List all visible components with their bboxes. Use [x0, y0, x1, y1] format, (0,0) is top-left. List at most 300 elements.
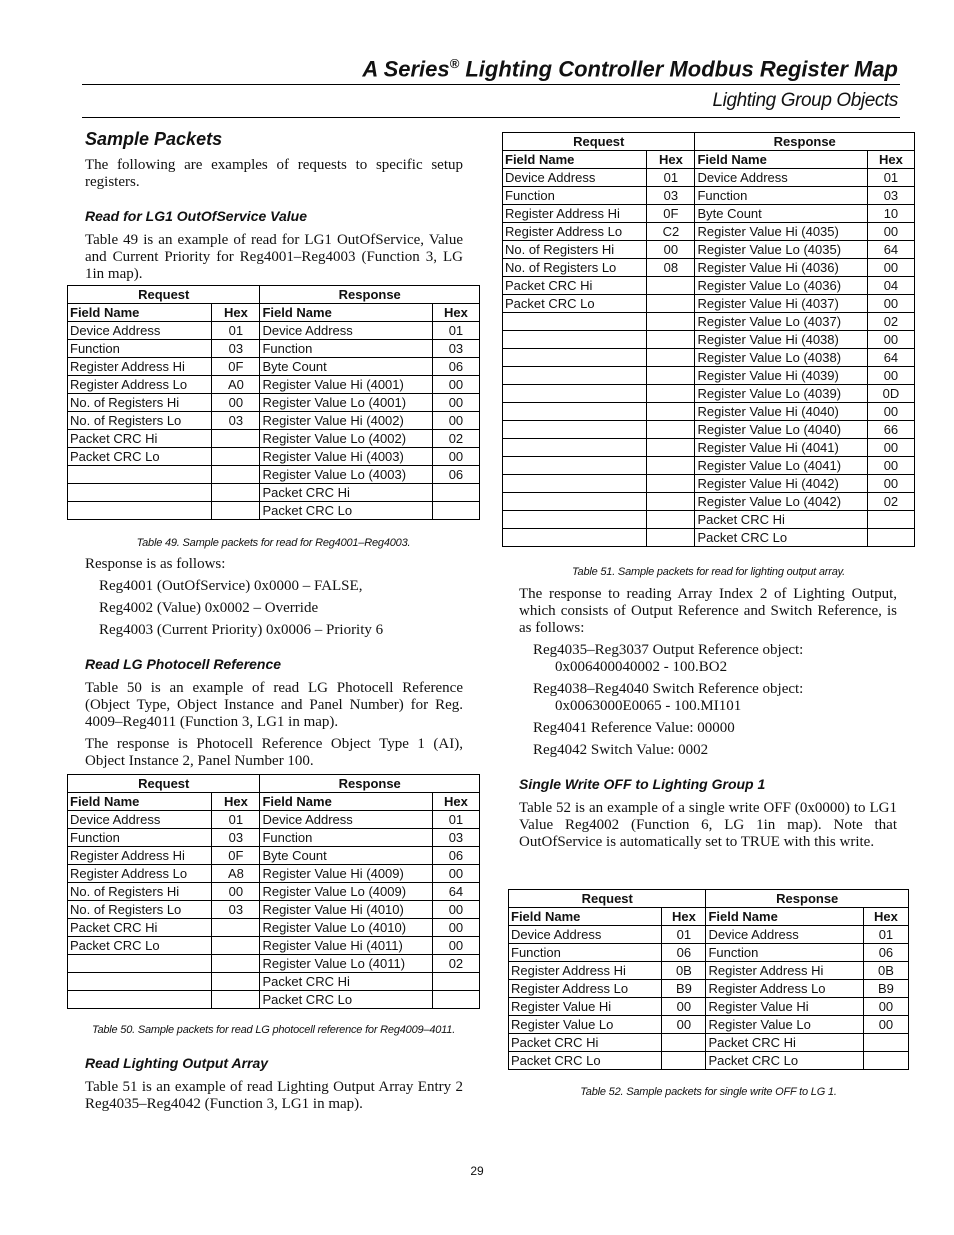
hex-column-header: Hex [212, 304, 260, 322]
table-row [68, 991, 480, 1009]
field-name-cell [503, 475, 647, 493]
hex-cell [647, 331, 695, 349]
field-name-cell: Register Value Hi (4009) [260, 865, 432, 883]
hex-cell [647, 493, 695, 511]
field-name-cell [503, 403, 647, 421]
field-name-cell: Register Address Hi [68, 358, 212, 376]
table-group-header-row [68, 286, 480, 304]
table-row [68, 430, 480, 448]
hex-cell [863, 1034, 908, 1052]
hex-cell: 00 [432, 901, 479, 919]
field-name-cell: Register Value Lo [706, 1016, 863, 1034]
field-name-cell: Function [706, 944, 863, 962]
table-row [68, 937, 480, 955]
field-name-cell: Packet CRC Hi [68, 919, 212, 937]
field-name-cell: Packet CRC Lo [509, 1052, 662, 1070]
field-name-column-header: Field Name [503, 151, 647, 169]
field-name-cell: Register Value Lo (4010) [260, 919, 432, 937]
field-name-cell: Register Value Lo (4003) [260, 466, 432, 484]
hex-cell: 01 [867, 169, 914, 187]
hex-cell [863, 1052, 908, 1070]
field-name-cell: Register Value Lo (4009) [260, 883, 432, 901]
hex-cell [662, 1034, 706, 1052]
table-49-caption: Table 49. Sample packets for read for Reg4001–Reg4003. [136, 537, 411, 549]
hex-cell: 00 [867, 439, 914, 457]
hex-cell [212, 937, 260, 955]
field-name-cell: Device Address [260, 322, 432, 340]
table-row [68, 502, 480, 520]
hex-cell [212, 502, 260, 520]
field-name-column-header: Field Name [260, 304, 432, 322]
table-group-header-row [503, 133, 915, 151]
hex-cell [212, 466, 260, 484]
field-name-cell: Register Value Lo (4040) [695, 421, 867, 439]
table-row [68, 448, 480, 466]
section-heading-single-write: Single Write OFF to Lighting Group 1 [519, 776, 766, 792]
field-name-cell: Function [503, 187, 647, 205]
table-row [503, 493, 915, 511]
table-row [509, 998, 909, 1016]
hex-cell: 02 [432, 955, 479, 973]
field-name-cell: Packet CRC Lo [503, 295, 647, 313]
table-row [509, 1016, 909, 1034]
section-heading-lg1-outofservice: Read for LG1 OutOfService Value [85, 208, 307, 224]
table-row [503, 241, 915, 259]
field-name-cell: Packet CRC Hi [695, 511, 867, 529]
hex-cell [647, 295, 695, 313]
hex-cell [662, 1052, 706, 1070]
field-name-cell [503, 385, 647, 403]
table-group-header-row [68, 775, 480, 793]
hex-cell [647, 277, 695, 295]
hex-column-header: Hex [647, 151, 695, 169]
field-name-cell: Function [68, 340, 212, 358]
left-bottom [85, 1055, 463, 1113]
response-header: Response [260, 286, 480, 304]
section-heading-photocell: Read LG Photocell Reference [85, 656, 282, 672]
field-name-cell: Device Address [68, 322, 212, 340]
hex-cell [867, 529, 914, 547]
output-reference-item: Reg4035–Reg3037 Output Reference object: 0x006400040002 - 100.BO2 [533, 642, 804, 675]
field-name-cell: Register Value Lo (4002) [260, 430, 432, 448]
table-row [68, 358, 480, 376]
table-49 [67, 285, 480, 520]
field-name-cell [503, 493, 647, 511]
hex-cell: 0F [647, 205, 695, 223]
field-name-cell: Packet CRC Lo [68, 937, 212, 955]
field-name-cell: Register Value Hi (4039) [695, 367, 867, 385]
table-row [68, 919, 480, 937]
table-column-header-row [503, 151, 915, 169]
hex-cell: 01 [432, 322, 479, 340]
hex-cell: 00 [863, 998, 908, 1016]
reference-value-item: Reg4041 Reference Value: 00000 [533, 720, 735, 736]
table-row [509, 944, 909, 962]
field-name-cell: Register Address Hi [68, 847, 212, 865]
table-row [509, 926, 909, 944]
field-name-cell [503, 511, 647, 529]
hex-cell: 08 [647, 259, 695, 277]
field-name-cell [503, 439, 647, 457]
intro-paragraph: The following are examples of requests to specific setup registers. [85, 157, 463, 190]
field-name-cell: Register Address Lo [68, 865, 212, 883]
field-name-cell: Byte Count [260, 358, 432, 376]
field-name-cell: Register Value Lo (4042) [695, 493, 867, 511]
table-row [68, 376, 480, 394]
field-name-cell: Function [260, 829, 432, 847]
table-row [503, 187, 915, 205]
field-name-cell: Register Value Lo (4035) [695, 241, 867, 259]
field-name-cell: Register Value Hi (4010) [260, 901, 432, 919]
field-name-cell: Register Value Hi (4037) [695, 295, 867, 313]
field-name-cell: No. of Registers Hi [68, 883, 212, 901]
field-name-cell [503, 367, 647, 385]
field-name-cell [68, 973, 212, 991]
hex-cell: 64 [867, 241, 914, 259]
field-name-cell [503, 349, 647, 367]
hex-cell: 00 [867, 223, 914, 241]
hex-cell: 02 [867, 313, 914, 331]
field-name-cell: Register Value Lo (4001) [260, 394, 432, 412]
table-row [68, 484, 480, 502]
hex-cell [212, 448, 260, 466]
hex-cell [647, 511, 695, 529]
hex-cell: C2 [647, 223, 695, 241]
hex-cell [212, 484, 260, 502]
field-name-cell: Register Value Lo (4039) [695, 385, 867, 403]
hex-cell: 02 [432, 430, 479, 448]
field-name-cell: Packet CRC Hi [706, 1034, 863, 1052]
table-row [503, 331, 915, 349]
sample-packets-heading: Sample Packets [85, 129, 223, 149]
field-name-cell: Packet CRC Lo [260, 991, 432, 1009]
field-name-cell: No. of Registers Hi [68, 394, 212, 412]
hex-cell: 03 [212, 412, 260, 430]
hex-cell: 00 [867, 475, 914, 493]
hex-cell: 06 [863, 944, 908, 962]
field-name-column-header: Field Name [260, 793, 432, 811]
hex-cell: 00 [867, 295, 914, 313]
array-response-paragraph: The response to reading Array Index 2 of Lighting Output, which consists of Output Reference and Switch Reference, is as follows: [519, 586, 897, 636]
hex-cell: 06 [432, 466, 479, 484]
field-name-cell: Register Value Hi [706, 998, 863, 1016]
field-name-cell: Packet CRC Lo [695, 529, 867, 547]
switch-value-item: Reg4042 Switch Value: 0002 [533, 742, 709, 758]
table49-intro-paragraph: Table 49 is an example of read for LG1 OutOfService, Value and Current Priority for Reg4001–Reg4003 (Function 3, LG 1in map). [85, 232, 463, 282]
field-name-column-header: Field Name [706, 908, 863, 926]
hex-cell [212, 973, 260, 991]
field-name-cell: Register Value Lo (4038) [695, 349, 867, 367]
field-name-cell: Register Value Lo (4011) [260, 955, 432, 973]
field-name-column-header: Field Name [695, 151, 867, 169]
table-row [503, 421, 915, 439]
hex-cell: 03 [212, 901, 260, 919]
field-name-column-header: Field Name [68, 304, 212, 322]
photocell-response-paragraph: The response is Photocell Reference Object Type 1 (AI), Object Instance 2, Panel Number 100. [85, 736, 463, 769]
hex-cell: 03 [647, 187, 695, 205]
hex-cell: 03 [432, 829, 479, 847]
table-row [68, 322, 480, 340]
hex-cell: 01 [863, 926, 908, 944]
field-name-cell [68, 991, 212, 1009]
field-name-cell: No. of Registers Lo [503, 259, 647, 277]
field-name-cell: Function [68, 829, 212, 847]
field-name-cell: Device Address [68, 811, 212, 829]
hex-column-header: Hex [867, 151, 914, 169]
field-name-cell: Register Value Hi (4002) [260, 412, 432, 430]
hex-cell: 01 [662, 926, 706, 944]
field-name-cell [503, 421, 647, 439]
field-name-cell [503, 457, 647, 475]
field-name-cell: Register Value Hi (4041) [695, 439, 867, 457]
hex-cell: 06 [432, 358, 479, 376]
request-header: Request [68, 775, 260, 793]
table-row [509, 980, 909, 998]
table-row [503, 367, 915, 385]
field-name-cell: No. of Registers Hi [503, 241, 647, 259]
hex-cell [432, 502, 479, 520]
hex-cell [432, 991, 479, 1009]
field-name-cell: Register Address Hi [503, 205, 647, 223]
table-row [68, 973, 480, 991]
field-name-cell: Packet CRC Hi [260, 973, 432, 991]
field-name-column-header: Field Name [509, 908, 662, 926]
table-row [503, 511, 915, 529]
table-column-header-row [509, 908, 909, 926]
field-name-cell: Packet CRC Hi [68, 430, 212, 448]
hex-cell [432, 484, 479, 502]
hex-cell: 00 [662, 998, 706, 1016]
hex-cell: 04 [867, 277, 914, 295]
field-name-cell: Register Value Hi (4035) [695, 223, 867, 241]
response-reg4003: Reg4003 (Current Priority) 0x0006 – Priority 6 [99, 622, 384, 638]
field-name-cell: Register Value Hi (4003) [260, 448, 432, 466]
table-column-header-row [68, 793, 480, 811]
hex-cell: 00 [863, 1016, 908, 1034]
field-name-cell: No. of Registers Lo [68, 901, 212, 919]
field-name-cell [503, 331, 647, 349]
table-row [503, 223, 915, 241]
response-intro: Response is as follows: [85, 556, 226, 572]
table-row [503, 295, 915, 313]
hex-cell [647, 529, 695, 547]
hex-cell: 00 [432, 376, 479, 394]
hex-cell [647, 457, 695, 475]
table-row [503, 385, 915, 403]
table-row [68, 394, 480, 412]
hex-cell [647, 403, 695, 421]
table50-intro-paragraph: Table 50 is an example of read LG Photocell Reference (Object Type, Object Instance and Panel Number) for Reg. 4009–Reg4011 (Function 3, LG1 in map). [85, 680, 463, 730]
hex-cell: 00 [867, 403, 914, 421]
field-name-cell: Register Address Lo [68, 376, 212, 394]
table-50 [67, 774, 480, 1009]
right-text [519, 586, 897, 851]
hex-cell: 03 [867, 187, 914, 205]
field-name-cell [503, 529, 647, 547]
hex-cell [432, 973, 479, 991]
field-name-cell [503, 313, 647, 331]
hex-cell: 01 [647, 169, 695, 187]
field-name-cell: Packet CRC Lo [260, 502, 432, 520]
hex-cell: 64 [432, 883, 479, 901]
field-name-cell: Byte Count [260, 847, 432, 865]
hex-cell [212, 919, 260, 937]
response-header: Response [695, 133, 915, 151]
field-name-cell [68, 484, 212, 502]
field-name-cell: Device Address [260, 811, 432, 829]
table-column-header-row [68, 304, 480, 322]
field-name-cell: Register Value Lo (4041) [695, 457, 867, 475]
hex-cell: 00 [662, 1016, 706, 1034]
hex-column-header: Hex [863, 908, 908, 926]
hex-cell: B9 [662, 980, 706, 998]
field-name-cell: Device Address [503, 169, 647, 187]
field-name-cell: Device Address [706, 926, 863, 944]
hex-cell: 01 [212, 322, 260, 340]
hex-cell [867, 511, 914, 529]
table-row [503, 277, 915, 295]
field-name-cell: Register Address Hi [509, 962, 662, 980]
hex-cell: 00 [432, 394, 479, 412]
hex-cell: 00 [647, 241, 695, 259]
table-52-caption: Table 52. Sample packets for single write OFF to LG 1. [580, 1086, 837, 1098]
hex-cell: 06 [662, 944, 706, 962]
hex-cell [212, 991, 260, 1009]
header-rule-top [82, 84, 900, 85]
section-heading-output-array: Read Lighting Output Array [85, 1055, 269, 1071]
field-name-cell: Register Value Hi (4038) [695, 331, 867, 349]
table-row [68, 883, 480, 901]
hex-cell: B9 [863, 980, 908, 998]
field-name-cell: Packet CRC Lo [706, 1052, 863, 1070]
header-rule-bottom [82, 117, 900, 118]
table-row [503, 403, 915, 421]
field-name-cell: Register Value Hi (4042) [695, 475, 867, 493]
table-row [68, 847, 480, 865]
request-header: Request [68, 286, 260, 304]
request-header: Request [503, 133, 695, 151]
table-row [503, 439, 915, 457]
field-name-column-header: Field Name [68, 793, 212, 811]
response-reg4002: Reg4002 (Value) 0x0002 – Override [99, 600, 319, 616]
switch-reference-item: Reg4038–Reg4040 Switch Reference object: 0x0063000E0065 - 100.MI101 [533, 681, 804, 714]
field-name-cell: No. of Registers Lo [68, 412, 212, 430]
field-name-cell [68, 955, 212, 973]
hex-cell: 00 [212, 883, 260, 901]
hex-cell [647, 367, 695, 385]
field-name-cell: Packet CRC Hi [509, 1034, 662, 1052]
table-row [503, 529, 915, 547]
field-name-cell: Function [509, 944, 662, 962]
hex-cell: 00 [867, 457, 914, 475]
response-header: Response [260, 775, 480, 793]
hex-cell: A8 [212, 865, 260, 883]
hex-cell: 03 [212, 340, 260, 358]
field-name-cell: Register Value Hi [509, 998, 662, 1016]
left-mid [85, 556, 463, 770]
table-51 [502, 132, 915, 547]
field-name-cell: Register Value Lo (4036) [695, 277, 867, 295]
hex-cell: 10 [867, 205, 914, 223]
field-name-cell [68, 502, 212, 520]
table-row [503, 475, 915, 493]
table-row [68, 340, 480, 358]
table52-intro-paragraph: Table 52 is an example of a single write OFF (0x0000) to LG1 Value Reg4002 (Function 6, LG 1in map). Note that OutOfService is automatically set to TRUE with this write. [519, 800, 897, 850]
hex-cell: 0F [212, 358, 260, 376]
table-row [68, 412, 480, 430]
field-name-cell: Register Address Hi [706, 962, 863, 980]
hex-cell: 66 [867, 421, 914, 439]
table-row [68, 865, 480, 883]
field-name-cell: Packet CRC Hi [503, 277, 647, 295]
field-name-cell: Device Address [509, 926, 662, 944]
hex-cell: A0 [212, 376, 260, 394]
field-name-cell: Packet CRC Lo [68, 448, 212, 466]
hex-cell: 01 [212, 811, 260, 829]
table-row [68, 466, 480, 484]
field-name-cell: Register Value Hi (4040) [695, 403, 867, 421]
hex-cell: 00 [867, 259, 914, 277]
field-name-cell: Register Address Lo [706, 980, 863, 998]
field-name-cell: Register Value Hi (4001) [260, 376, 432, 394]
document-title: A Series® Lighting Controller Modbus Register Map [362, 56, 898, 82]
hex-cell: 03 [212, 829, 260, 847]
table-row [503, 205, 915, 223]
hex-cell [647, 421, 695, 439]
hex-cell: 00 [212, 394, 260, 412]
response-header: Response [706, 890, 909, 908]
hex-cell: 0B [662, 962, 706, 980]
field-name-cell: Register Value Lo (4037) [695, 313, 867, 331]
hex-cell: 00 [432, 919, 479, 937]
hex-cell: 06 [432, 847, 479, 865]
field-name-cell: Register Address Lo [509, 980, 662, 998]
hex-cell: 64 [867, 349, 914, 367]
hex-cell: 03 [432, 340, 479, 358]
response-reg4001: Reg4001 (OutOfService) 0x0000 – FALSE, [99, 578, 363, 594]
hex-cell: 00 [432, 865, 479, 883]
hex-cell: 00 [432, 937, 479, 955]
field-name-cell: Register Value Hi (4036) [695, 259, 867, 277]
hex-cell: 0B [863, 962, 908, 980]
field-name-cell: Register Value Hi (4011) [260, 937, 432, 955]
hex-cell [647, 439, 695, 457]
hex-cell: 0F [212, 847, 260, 865]
table51-intro-paragraph: Table 51 is an example of read Lighting Output Array Entry 2 Reg4035–Reg4042 (Function 3, LG1 in map). [85, 1079, 463, 1112]
page-number: 29 [470, 1164, 484, 1178]
hex-cell [212, 955, 260, 973]
table-row [68, 829, 480, 847]
hex-cell [647, 475, 695, 493]
table-row [509, 1052, 909, 1070]
field-name-cell: Byte Count [695, 205, 867, 223]
field-name-cell: Register Address Lo [503, 223, 647, 241]
table-group-header-row [509, 890, 909, 908]
field-name-cell: Packet CRC Hi [260, 484, 432, 502]
hex-cell: 02 [867, 493, 914, 511]
field-name-cell: Device Address [695, 169, 867, 187]
hex-column-header: Hex [432, 304, 479, 322]
section-subtitle: Lighting Group Objects [712, 90, 898, 111]
table-52 [508, 889, 909, 1070]
hex-cell [212, 430, 260, 448]
table-row [68, 901, 480, 919]
field-name-cell [68, 466, 212, 484]
table-row [503, 349, 915, 367]
hex-cell: 01 [432, 811, 479, 829]
field-name-cell: Function [695, 187, 867, 205]
table-row [68, 811, 480, 829]
